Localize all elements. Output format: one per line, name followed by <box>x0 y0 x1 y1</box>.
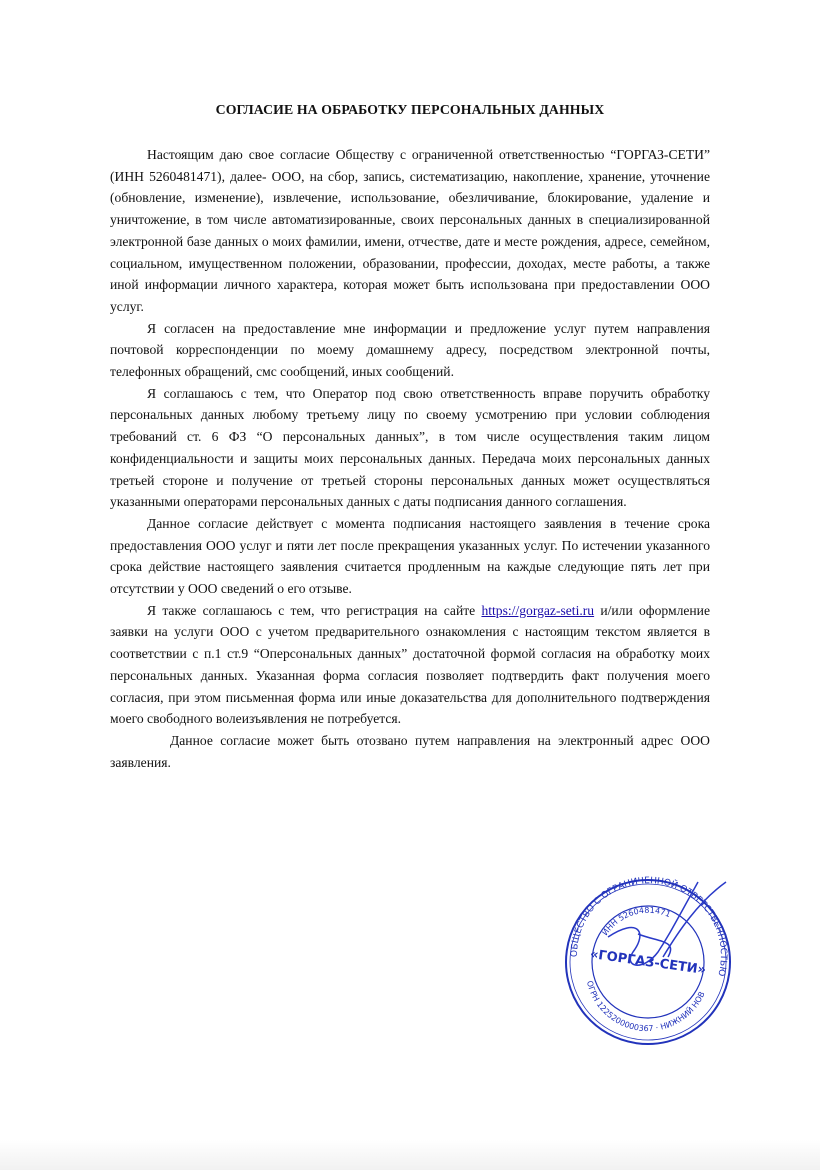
svg-text:ОБЩЕСТВО С ОГРАНИЧЕННОЙ ОТВЕТС: ОБЩЕСТВО С ОГРАНИЧЕННОЙ ОТВЕТСТВЕННОСТЬЮ <box>569 876 729 977</box>
document-page <box>110 102 710 773</box>
paragraph-consent: Настоящим даю свое согласие Обществу с ограниченной ответственностью “ГОРГАЗ-СЕТИ” (ИНН 5260481471), далее- ООО, на сбор, запись, систематизацию, накопление, хранение, уточнение (обновление, изменение), извлечение, использование, обезличивание, блокирование, удаление и уничтожение, в том числе автоматизированные, своих персональных данных в специализированной электронной базе данных о моих фамилии, имени, отчестве, дате и месте рождения, адресе, семейном, социальном, имущественном положении, образовании, профессии, доходах, месте работы, а также иной информации личного характера, которая может быть использована при предоставлении ООО услуг. <box>110 147 710 314</box>
paragraph-website: Я также соглашаюсь с тем, что регистрация на сайте https://gorgaz-seti.ru и/или оформление заявки на услуги ООО с учетом предварительного ознакомления с настоящим текстом является в соответствии с п.1 ст.9 “Оперсональных данных” достаточной формой согласия на обработку моих персональных данных. Указанная форма согласия позволяет подтвердить факт получения моего согласия, при этом письменная форма или иные доказательства для дополнительного подтверждения моего свободного волеизъявления не потребуется. <box>110 602 710 727</box>
document-title: СОГЛАСИЕ НА ОБРАБОТКУ ПЕРСОНАЛЬНЫХ ДАННЫХ <box>215 102 605 117</box>
svg-text:ОГРН 1225200000367 · НИЖНИЙ НО: ОГРН 1225200000367 · НИЖНИЙ НОВГОРОД <box>584 979 707 1034</box>
paragraph-validity: Данное согласие действует с момента подписания настоящего заявления в течение срока предоставления ООО услуг и пяти лет после прекращения указанных услуг. По истечении указанного срока действие настоящего заявления считается продленным на каждые следующие пять лет при отсутствии у ООО сведений о его отзыве. <box>110 515 710 597</box>
page-bottom-shadow <box>0 1140 820 1170</box>
company-stamp-with-signature <box>548 862 748 1062</box>
svg-text:ИНН 5260481471: ИНН 5260481471 <box>600 905 672 938</box>
svg-text:«ГОРГАЗ-СЕТИ»: «ГОРГАЗ-СЕТИ» <box>589 946 707 979</box>
paragraph-communications: Я согласен на предоставление мне информации и предложение услуг путем направления почтовой корреспонденции по моему домашнему адресу, посредством электронной почты, телефонных обращений, смс сообщений, иных сообщений. <box>110 320 710 380</box>
website-link[interactable]: https://gorgaz-seti.ru <box>481 602 595 618</box>
paragraph-revocation: Данное согласие может быть отозвано путем направления на электронный адрес ООО заявления. <box>110 732 710 770</box>
paragraph-third-parties: Я соглашаюсь с тем, что Оператор под свою ответственность вправе поручить обработку персональных данных любому третьему лицу по своему усмотрению при условии соблюдения требований ст. 6 ФЗ “О персональных данных”, в том числе осуществления таким лицом конфиденциальности и защиты моих персональных данных. Передача моих персональных данных третьей стороне и получение от третьей стороны персональных данных может осуществляться указанными операторами персональных данных с даты подписания данного соглашения. <box>110 385 710 510</box>
